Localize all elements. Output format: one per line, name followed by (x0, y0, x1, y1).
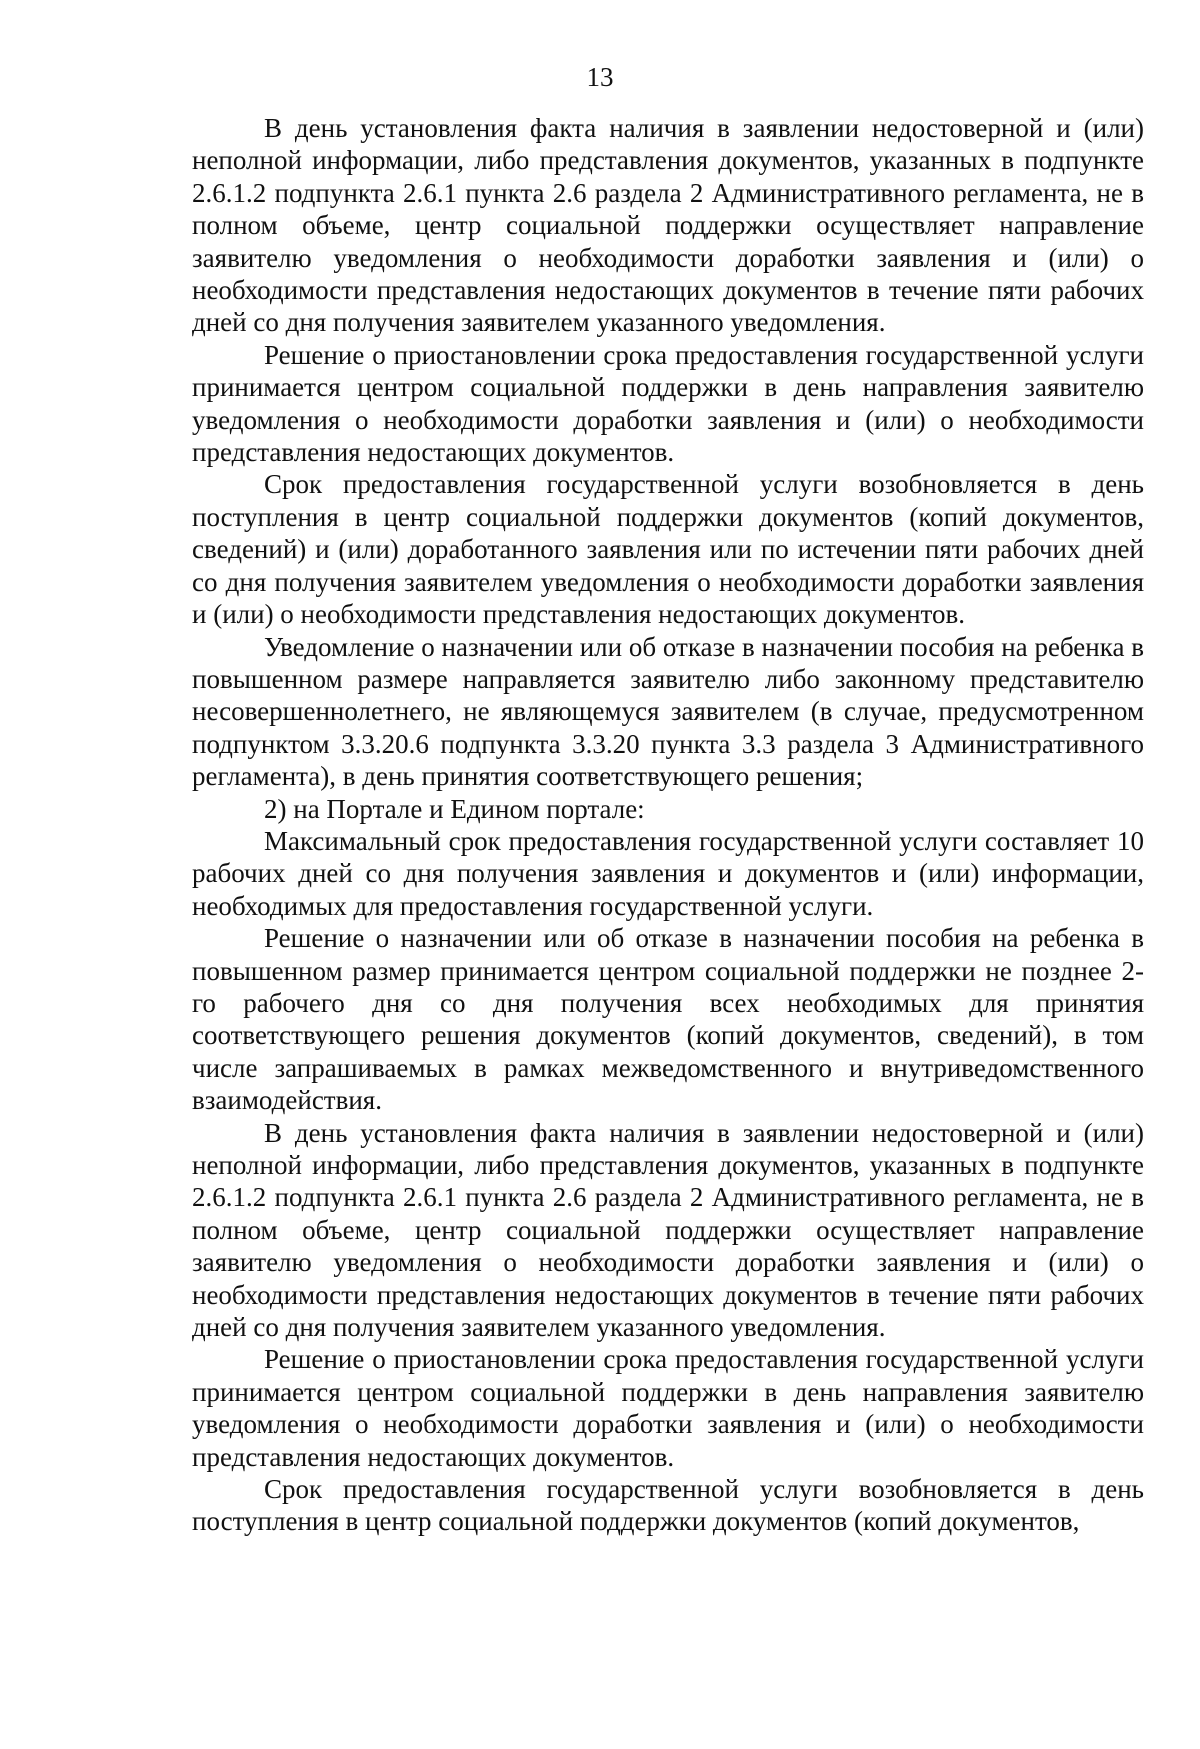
paragraph-1: В день установления факта наличия в заявлении недостоверной и (или) неполной информации, либо представления документов, указанных в подпункте 2.6.1.2 подпункта 2.6.1 пункта 2.6 раздела 2 Административного регламента, не в полном объеме, центр социальной поддержки осуществляет направление заявителю уведомления о необходимости доработки заявления и (или) о необходимости представления недостающих документов в течение пяти рабочих дней со дня получения заявителем указанного уведомления. (192, 113, 1144, 338)
paragraph-4: Уведомление о назначении или об отказе в назначении пособия на ребенка в повышенном размере направляется заявителю либо законному представителю несовершеннолетнего, не являющемуся заявителем (в случае, предусмотренном подпунктом 3.3.20.6 подпункта 3.3.20 пункта 3.3 раздела 3 Административного регламента), в день принятия соответствующего решения; (192, 631, 1144, 792)
paragraph-7: Решение о назначении или об отказе в назначении пособия на ребенка в повышенном размер принимается центром социальной поддержки не позднее 2-го рабочего дня со дня получения всех необходимых для принятия соответствующего решения документов (копий документов, сведений), в том числе запрашиваемых в рамках межведомственного и внутриведомственного взаимодействия. (192, 923, 1144, 1116)
paragraph-2: Решение о приостановлении срока предоставления государственной услуги принимается центром социальной поддержки в день направления заявителю уведомления о необходимости доработки заявления и (или) о необходимости представления недостающих документов. (192, 339, 1144, 468)
paragraph-8: В день установления факта наличия в заявлении недостоверной и (или) неполной информации, либо представления документов, указанных в подпункте 2.6.1.2 подпункта 2.6.1 пункта 2.6 раздела 2 Административного регламента, не в полном объеме, центр социальной поддержки осуществляет направление заявителю уведомления о необходимости доработки заявления и (или) о необходимости представления недостающих документов в течение пяти рабочих дней со дня получения заявителем указанного уведомления. (192, 1117, 1144, 1343)
paragraph-10: Срок предоставления государственной услуги возобновляется в день поступления в центр социальной поддержки документов (копий документов, (192, 1474, 1144, 1537)
paragraph-9: Решение о приостановлении срока предоставления государственной услуги принимается центром социальной поддержки в день направления заявителю уведомления о необходимости доработки заявления и (или) о необходимости представления недостающих документов. (192, 1344, 1144, 1472)
paragraph-5: 2) на Портале и Едином портале: (264, 793, 645, 824)
page-number: 13 (586, 62, 614, 92)
paragraph-6: Максимальный срок предоставления государственной услуги составляет 10 рабочих дней со дня получения заявления и документов и (или) информации, необходимых для предоставления государственной услуги. (192, 825, 1144, 921)
paragraph-3: Срок предоставления государственной услуги возобновляется в день поступления в центр социальной поддержки документов (копий документов, сведений) и (или) доработанного заявления или по истечении пяти рабочих дней со дня получения заявителем уведомления о необходимости доработки заявления и (или) о необходимости представления недостающих документов. (192, 469, 1144, 630)
document-body (192, 112, 1144, 1538)
